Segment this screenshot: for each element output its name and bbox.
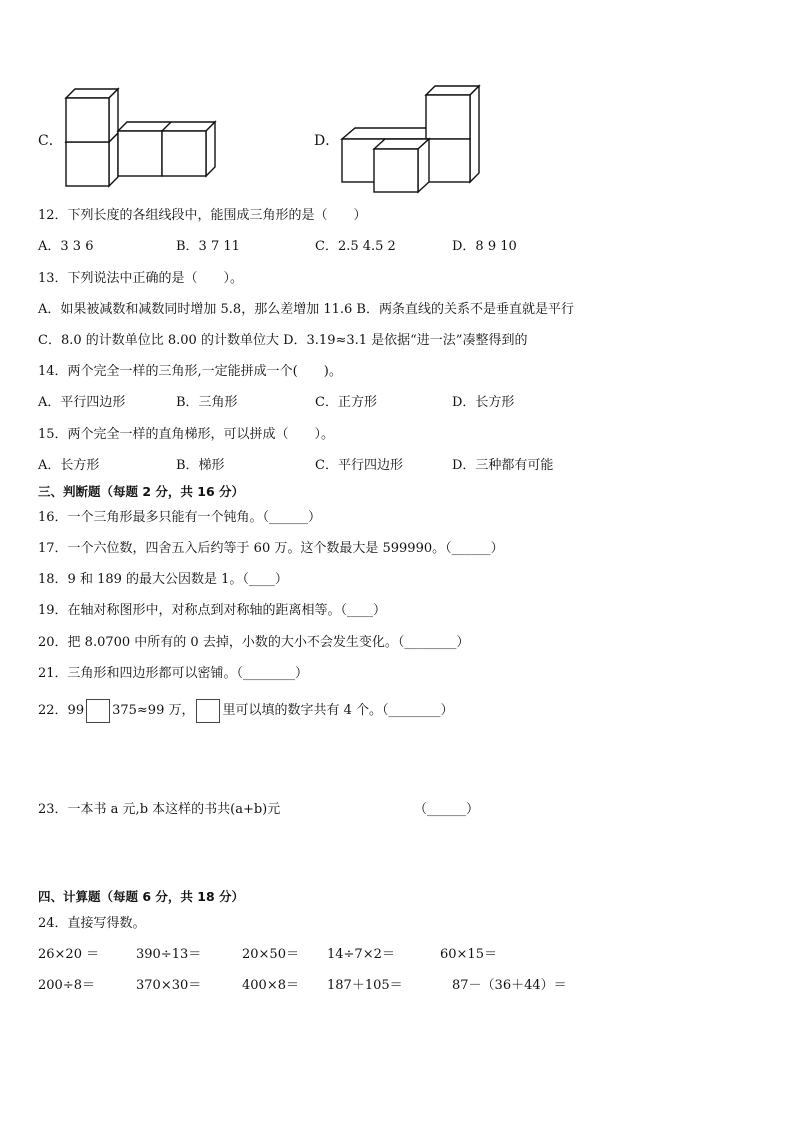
question-12-stem: 12．下列长度的各组线段中，能围成三角形的是（ ） bbox=[38, 208, 367, 223]
question-24-stem: 24．直接写得数。 bbox=[38, 916, 146, 931]
q24-item: 187＋105＝ bbox=[327, 978, 403, 993]
section-4-heading: 四、计算题（每题 6 分，共 18 分） bbox=[38, 889, 245, 904]
q24-item: 26×20 ＝ bbox=[38, 947, 100, 962]
q24-item: 390÷13＝ bbox=[136, 947, 202, 962]
question-23-text: 23．一本书 a 元,b 本这样的书共(a+b)元 bbox=[38, 802, 281, 817]
question-17: 17．一个六位数，四舍五入后约等于 60 万。这个数最大是 599990。（______） bbox=[38, 541, 504, 556]
q13-options-line1: A．如果被减数和减数同时增加 5.8，那么差增加 11.6 B．两条直线的关系不是垂直就是平行 bbox=[38, 302, 574, 317]
q24-item: 20×50＝ bbox=[242, 947, 299, 962]
cube-figure-d bbox=[338, 80, 488, 195]
q15-option-a[interactable]: A．长方形 bbox=[38, 458, 100, 473]
question-18: 18．9 和 189 的最大公因数是 1。（____） bbox=[38, 572, 288, 587]
q22-text-3: 里可以填的数字共有 4 个。（________） bbox=[222, 703, 454, 718]
question-19: 19．在轴对称图形中，对称点到对称轴的距离相等。（____） bbox=[38, 603, 387, 618]
q14-option-a[interactable]: A．平行四边形 bbox=[38, 395, 126, 410]
q22-blank-box[interactable] bbox=[86, 699, 110, 723]
q15-option-d[interactable]: D．三种都有可能 bbox=[452, 458, 554, 473]
q14-option-c[interactable]: C．正方形 bbox=[315, 395, 377, 410]
question-14-stem: 14．两个完全一样的三角形,一定能拼成一个( )。 bbox=[38, 364, 342, 379]
q22-blank-box-reference bbox=[196, 699, 220, 723]
q24-item: 200÷8＝ bbox=[38, 978, 95, 993]
q13-options-line2: C．8.0 的计数单位比 8.00 的计数单位大 D．3.19≈3.1 是依据“进一法”凑整得到的 bbox=[38, 333, 528, 348]
q14-option-b[interactable]: B．三角形 bbox=[176, 395, 238, 410]
question-21: 21．三角形和四边形都可以密铺。（________） bbox=[38, 666, 309, 681]
q24-item: 400×8＝ bbox=[242, 978, 299, 993]
question-23-blank[interactable]: （______） bbox=[414, 802, 480, 817]
option-d-label: D． bbox=[314, 133, 340, 149]
question-13-stem: 13．下列说法中正确的是（ ）。 bbox=[38, 271, 244, 286]
question-22 bbox=[38, 698, 454, 724]
option-c-label: C． bbox=[38, 133, 63, 149]
q15-option-b[interactable]: B．梯形 bbox=[176, 458, 225, 473]
question-16: 16．一个三角形最多只能有一个钝角。（______） bbox=[38, 510, 322, 525]
q24-item: 14÷7×2＝ bbox=[327, 947, 395, 962]
q22-text-1: 22．99 bbox=[38, 703, 85, 718]
q24-item: 370×30＝ bbox=[136, 978, 202, 993]
q15-option-c[interactable]: C．平行四边形 bbox=[315, 458, 403, 473]
q12-option-a[interactable]: A．3 3 6 bbox=[38, 239, 94, 254]
q22-text-2: 375≈99 万， bbox=[112, 703, 195, 718]
q12-option-d[interactable]: D．8 9 10 bbox=[452, 239, 517, 254]
section-3-heading: 三、判断题（每题 2 分，共 16 分） bbox=[38, 484, 245, 499]
q12-option-b[interactable]: B．3 7 11 bbox=[176, 239, 240, 254]
q14-option-d[interactable]: D．长方形 bbox=[452, 395, 515, 410]
question-20: 20．把 8.0700 中所有的 0 去掉，小数的大小不会发生变化。（________） bbox=[38, 635, 470, 650]
q12-option-c[interactable]: C．2.5 4.5 2 bbox=[315, 239, 396, 254]
question-15-stem: 15．两个完全一样的直角梯形，可以拼成（ ）。 bbox=[38, 427, 335, 442]
q24-item: 60×15＝ bbox=[440, 947, 497, 962]
cube-figure-c bbox=[60, 80, 230, 195]
q24-item: 87－（36＋44）＝ bbox=[452, 978, 567, 993]
